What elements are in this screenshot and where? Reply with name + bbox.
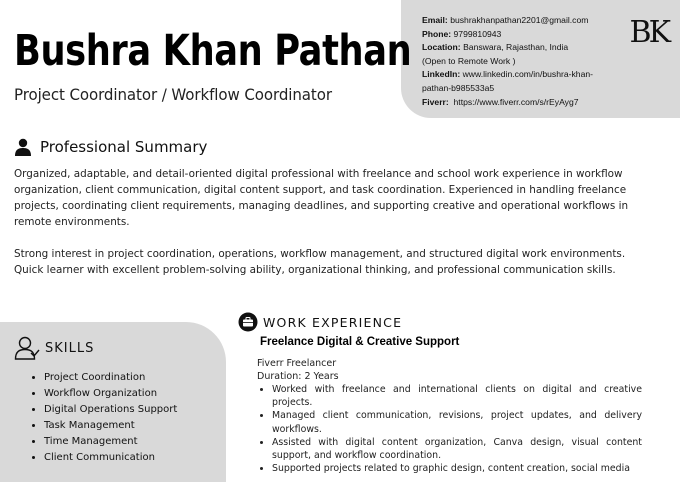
summary-heading: [14, 138, 207, 156]
job-title: Freelance Digital & Creative Support: [260, 336, 460, 348]
email-link[interactable]: bushrakhanpathan2201@gmail.com: [450, 15, 589, 25]
candidate-name: Bushra Khan Pathan: [14, 26, 412, 76]
briefcase-icon: [238, 312, 258, 332]
summary-title: Professional Summary: [40, 138, 208, 156]
location-note: (Open to Remote Work ): [422, 55, 516, 66]
linkedin-link[interactable]: www.linkedin.com/in/bushra-khan-: [462, 69, 593, 80]
user-outline-icon: [14, 336, 40, 360]
skill-item: • Project Coordination: [44, 370, 177, 386]
skills-list: [44, 370, 177, 466]
skills-title: SKILLS: [45, 340, 95, 356]
job-bullet: • Managed client communication, revisions, project updates, and delivery workflows.: [272, 409, 642, 435]
summary-paragraph-2: Strong interest in project coordination, operations, workflow management, and structured digital work environments. Quick learner with excellent problem-solving ability, organizational thinking, and professional communication skills.: [14, 248, 626, 276]
skills-heading: [14, 336, 94, 360]
job-meta: [257, 357, 339, 383]
summary-paragraph-1: Organized, adaptable, and detail-oriented digital professional with freelance and school work experience in workflow organization, client communication, digital content support, and task coordination. Experienced in handling freelance projects, coordinating client requirements, managing deadlines, and supporting creative and operational workflows in remote environments.: [14, 168, 629, 228]
work-title: WORK EXPERIENCE: [263, 314, 403, 330]
contact-linkedin: LinkedIn: www.linkedin.com/in/bushra-khan-: [422, 69, 593, 80]
job-duration: Duration: 2 Years: [257, 371, 339, 382]
summary-text: [14, 166, 644, 294]
work-heading: [238, 312, 402, 332]
contact-phone: Phone: 9799810943: [422, 28, 502, 39]
contact-fiverr: Fiverr: https://www.fiverr.com/s/rEyAyg7: [422, 96, 579, 107]
phone-value: 9799810943: [453, 28, 502, 39]
contact-box: [401, 0, 680, 118]
job-bullet: • Supported projects related to graphic design, content creation, social media: [272, 462, 642, 475]
job-bullet: • Worked with freelance and international clients on digital and creative projects.: [272, 383, 642, 409]
skill-item: • Client Communication: [44, 450, 177, 466]
skill-item: • Time Management: [44, 434, 177, 450]
fiverr-link[interactable]: https://www.fiverr.com/s/rEyAyg7: [453, 96, 579, 107]
skill-item: • Workflow Organization: [44, 386, 177, 402]
skill-item: • Task Management: [44, 418, 177, 434]
job-bullets: [272, 383, 642, 475]
location-value: Banswara, Rajasthan, India: [463, 42, 569, 53]
contact-location: Location: Banswara, Rajasthan, India: [422, 42, 569, 53]
linkedin-continued[interactable]: pathan-b985533a5: [422, 82, 495, 93]
candidate-role: Project Coordinator / Workflow Coordinator: [14, 85, 332, 104]
job-bullet: • Assisted with digital content organization, Canva design, visual content support, and workflow coordination.: [272, 436, 642, 462]
skill-item: • Digital Operations Support: [44, 402, 177, 418]
person-icon: [14, 138, 32, 156]
monogram-logo: BK: [629, 15, 668, 50]
job-company: Fiverr Freelancer: [257, 358, 337, 369]
contact-email: Email: bushrakhanpathan2201@gmail.com: [422, 15, 589, 25]
